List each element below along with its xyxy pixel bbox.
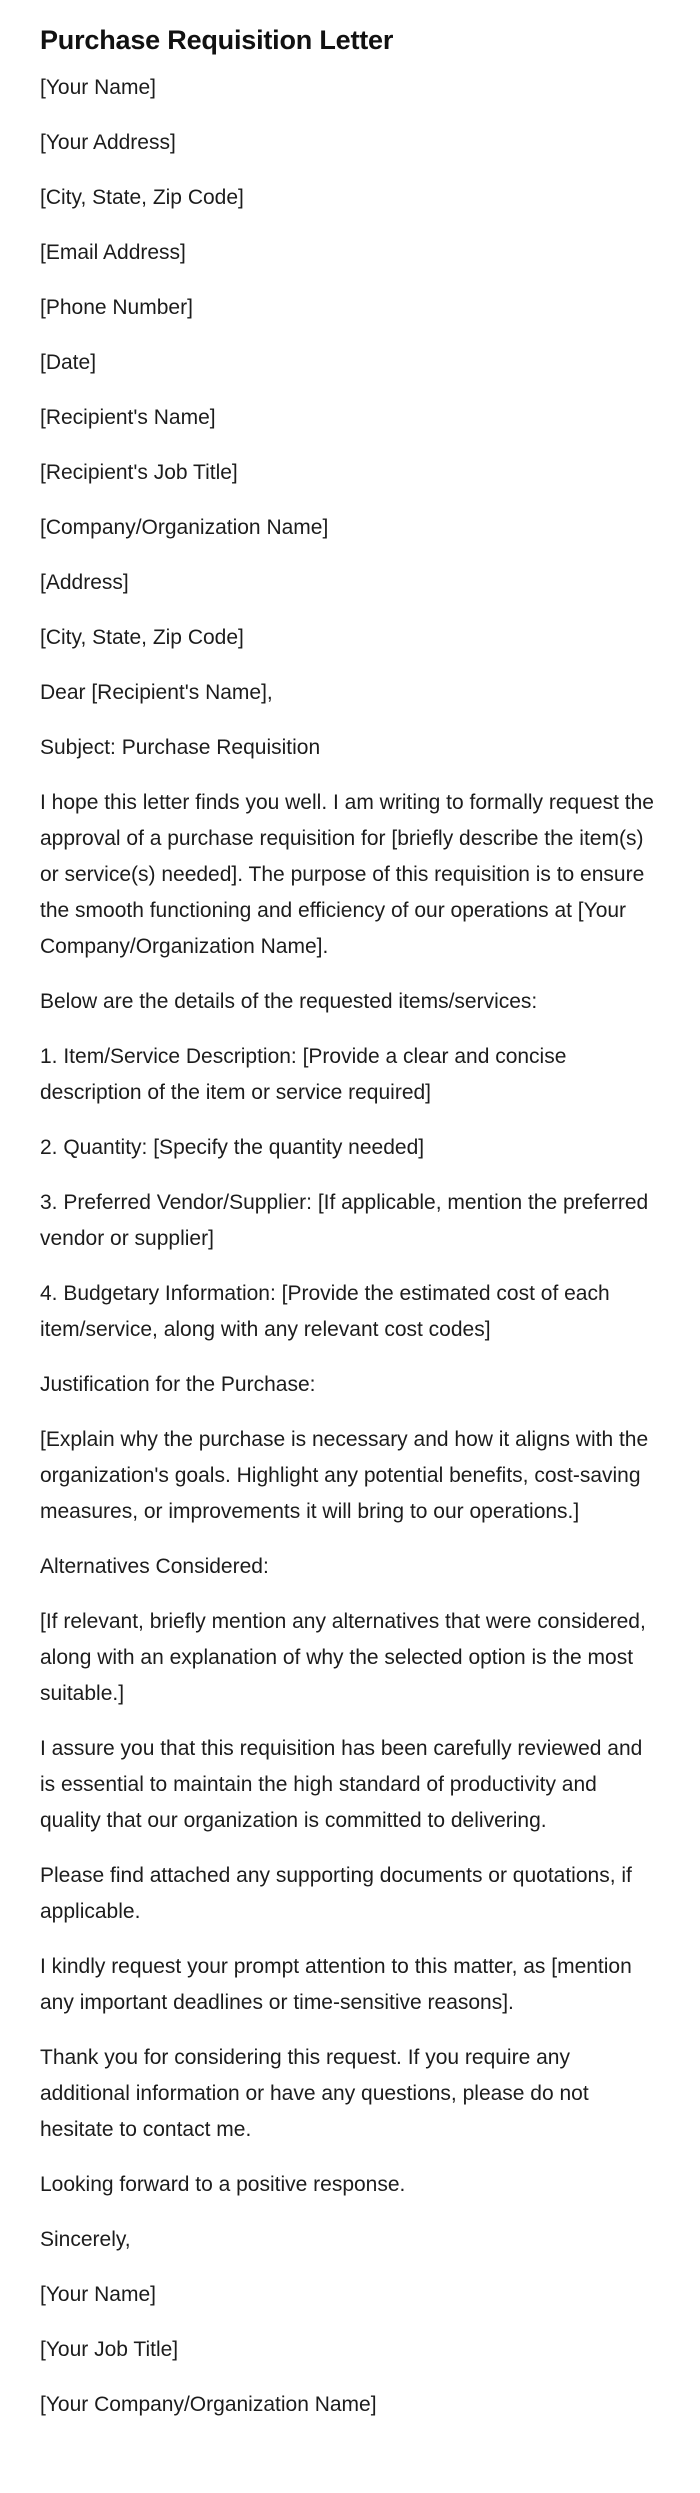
- assurance-paragraph: I assure you that this requisition has been carefully reviewed and is essential to maintain the high standard of productivity and quality that our organization is committed to delivering.: [40, 1737, 643, 1832]
- alternatives-heading: Alternatives Considered:: [40, 1555, 269, 1578]
- justification-heading: Justification for the Purchase:: [40, 1373, 316, 1396]
- recipient-job-title: [Recipient's Job Title]: [40, 461, 238, 484]
- detail-preferred-vendor: 3. Preferred Vendor/Supplier: [If applicable, mention the preferred vendor or supplier]: [40, 1191, 649, 1250]
- detail-budgetary-information: 4. Budgetary Information: [Provide the estimated cost of each item/service, along with any relevant cost codes]: [40, 1282, 610, 1341]
- signature-name: [Your Name]: [40, 2283, 156, 2306]
- justification-body: [Explain why the purchase is necessary and how it aligns with the organization's goals. Highlight any potential benefits, cost-saving measures, or improvements it will bring to our operations.]: [40, 1428, 649, 1523]
- recipient-city-state-zip: [City, State, Zip Code]: [40, 626, 244, 649]
- recipient-name: [Recipient's Name]: [40, 406, 216, 429]
- signature-job-title: [Your Job Title]: [40, 2338, 179, 2361]
- thank-you-paragraph: Thank you for considering this request. If you require any additional information or have any questions, please do not hesitate to contact me.: [40, 2046, 589, 2141]
- sender-phone: [Phone Number]: [40, 296, 193, 319]
- intro-paragraph: I hope this letter finds you well. I am writing to formally request the approval of a purchase requisition for [briefly describe the item(s) or service(s) needed]. The purpose of this requisition is to ensure the smooth functioning and efficiency of our operations at [Your Company/Organization Name].: [40, 791, 654, 958]
- sign-off: Sincerely,: [40, 2228, 131, 2251]
- sender-city-state-zip: [City, State, Zip Code]: [40, 186, 244, 209]
- closing-line: Looking forward to a positive response.: [40, 2173, 406, 2196]
- recipient-address: [Address]: [40, 571, 129, 594]
- request-attention-paragraph: I kindly request your prompt attention to this matter, as [mention any important deadlines or time-sensitive reasons].: [40, 1955, 632, 2014]
- detail-quantity: 2. Quantity: [Specify the quantity needed]: [40, 1136, 425, 1159]
- sender-email: [Email Address]: [40, 241, 186, 264]
- sender-address: [Your Address]: [40, 131, 176, 154]
- signature-company: [Your Company/Organization Name]: [40, 2393, 377, 2416]
- sender-name: [Your Name]: [40, 76, 156, 99]
- details-intro: Below are the details of the requested items/services:: [40, 990, 538, 1013]
- letter-date: [Date]: [40, 351, 97, 374]
- salutation: Dear [Recipient's Name],: [40, 681, 273, 704]
- alternatives-body: [If relevant, briefly mention any alternatives that were considered, along with an explanation of why the selected option is the most suitable.]: [40, 1610, 646, 1705]
- detail-item-description: 1. Item/Service Description: [Provide a clear and concise description of the item or service required]: [40, 1045, 567, 1104]
- recipient-company: [Company/Organization Name]: [40, 516, 329, 539]
- subject-line: Subject: Purchase Requisition: [40, 736, 321, 759]
- attachments-paragraph: Please find attached any supporting documents or quotations, if applicable.: [40, 1864, 632, 1923]
- page-title: Purchase Requisition Letter: [40, 25, 394, 55]
